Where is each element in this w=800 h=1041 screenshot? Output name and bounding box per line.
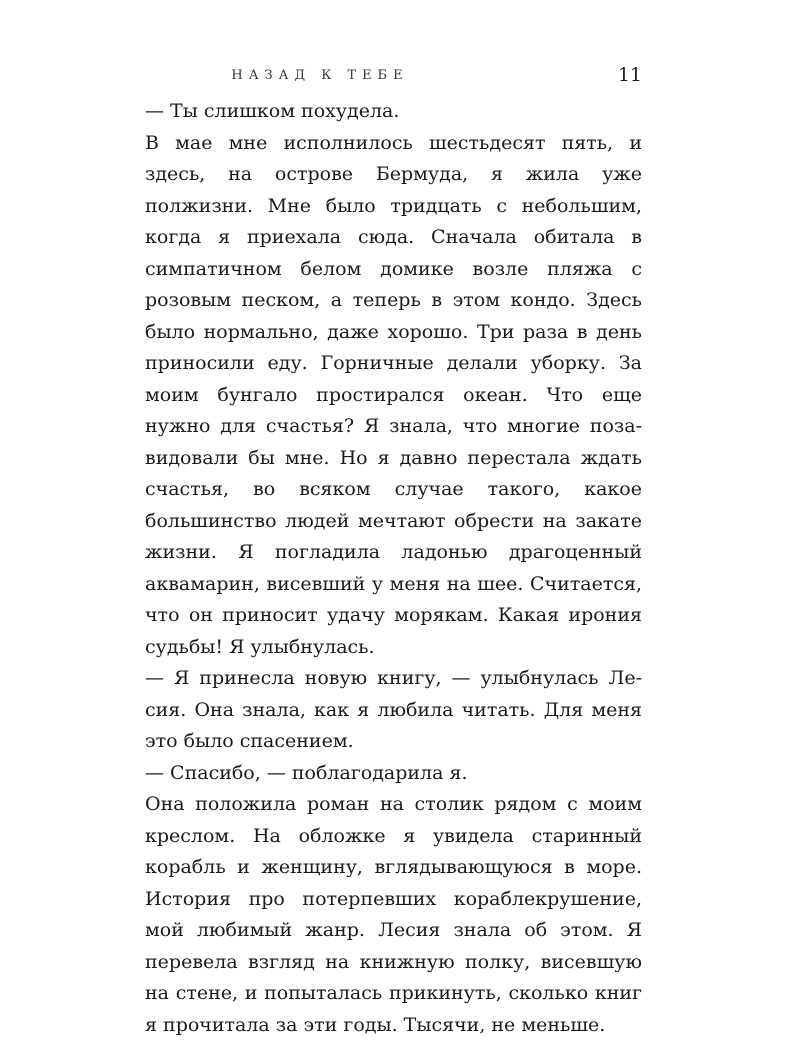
paragraph: — Ты слишком похудела.	[145, 100, 400, 122]
paragraph: В мае мне исполнилось шестьдесят пять, и здесь, на острове Бермуда, я жила уже полжизни. Мне было тридцать с небольшим, когда я приехала сюда. Сначала обитала в симпатичном белом домике возле пляжа с розовым песком, а теперь в этом кондо. Здесь было нормально, даже хорошо. Три раза в день приносили еду. Горничные делали уборку. За моим бунгало простирался океан. Что еще нужно для счастья? Я знала, что многие позавидовали бы мне. Но я давно перестала ждать счастья, во всяком случае такого, какое большинство людей мечтают обрести на закате жизни. Я погладила ладонью драгоценный аквамарин, висевший у меня на шее. Считается, что он приносит удачу морякам. Какая ирония судьбы! Я улыбнулась.	[145, 131, 642, 658]
body-text	[145, 96, 642, 1041]
paragraph: — Я принесла новую книгу, — улыбнулась Лесия. Она знала, как я любила читать. Для меня это было спасением.	[145, 667, 642, 752]
running-head	[145, 62, 642, 96]
paragraph: Она положила роман на столик рядом с моим креслом. На обложке я увидела старинный корабль и женщину, вглядывающуюся в море. История про потерпевших кораблекрушение, мой любимый жанр. Лесия знала об этом. Я перевела взгляд на книжную полку, висевшую на стене, и попыталась прикинуть, сколько книг я прочитала за эти годы. Тысячи, не меньше.	[145, 793, 642, 1036]
running-title: НАЗАД К ТЕБЕ	[231, 68, 409, 83]
paragraph: — Спасибо, — поблагодарила я.	[145, 761, 468, 784]
book-page	[145, 62, 642, 1041]
page-number: 11	[617, 64, 642, 86]
